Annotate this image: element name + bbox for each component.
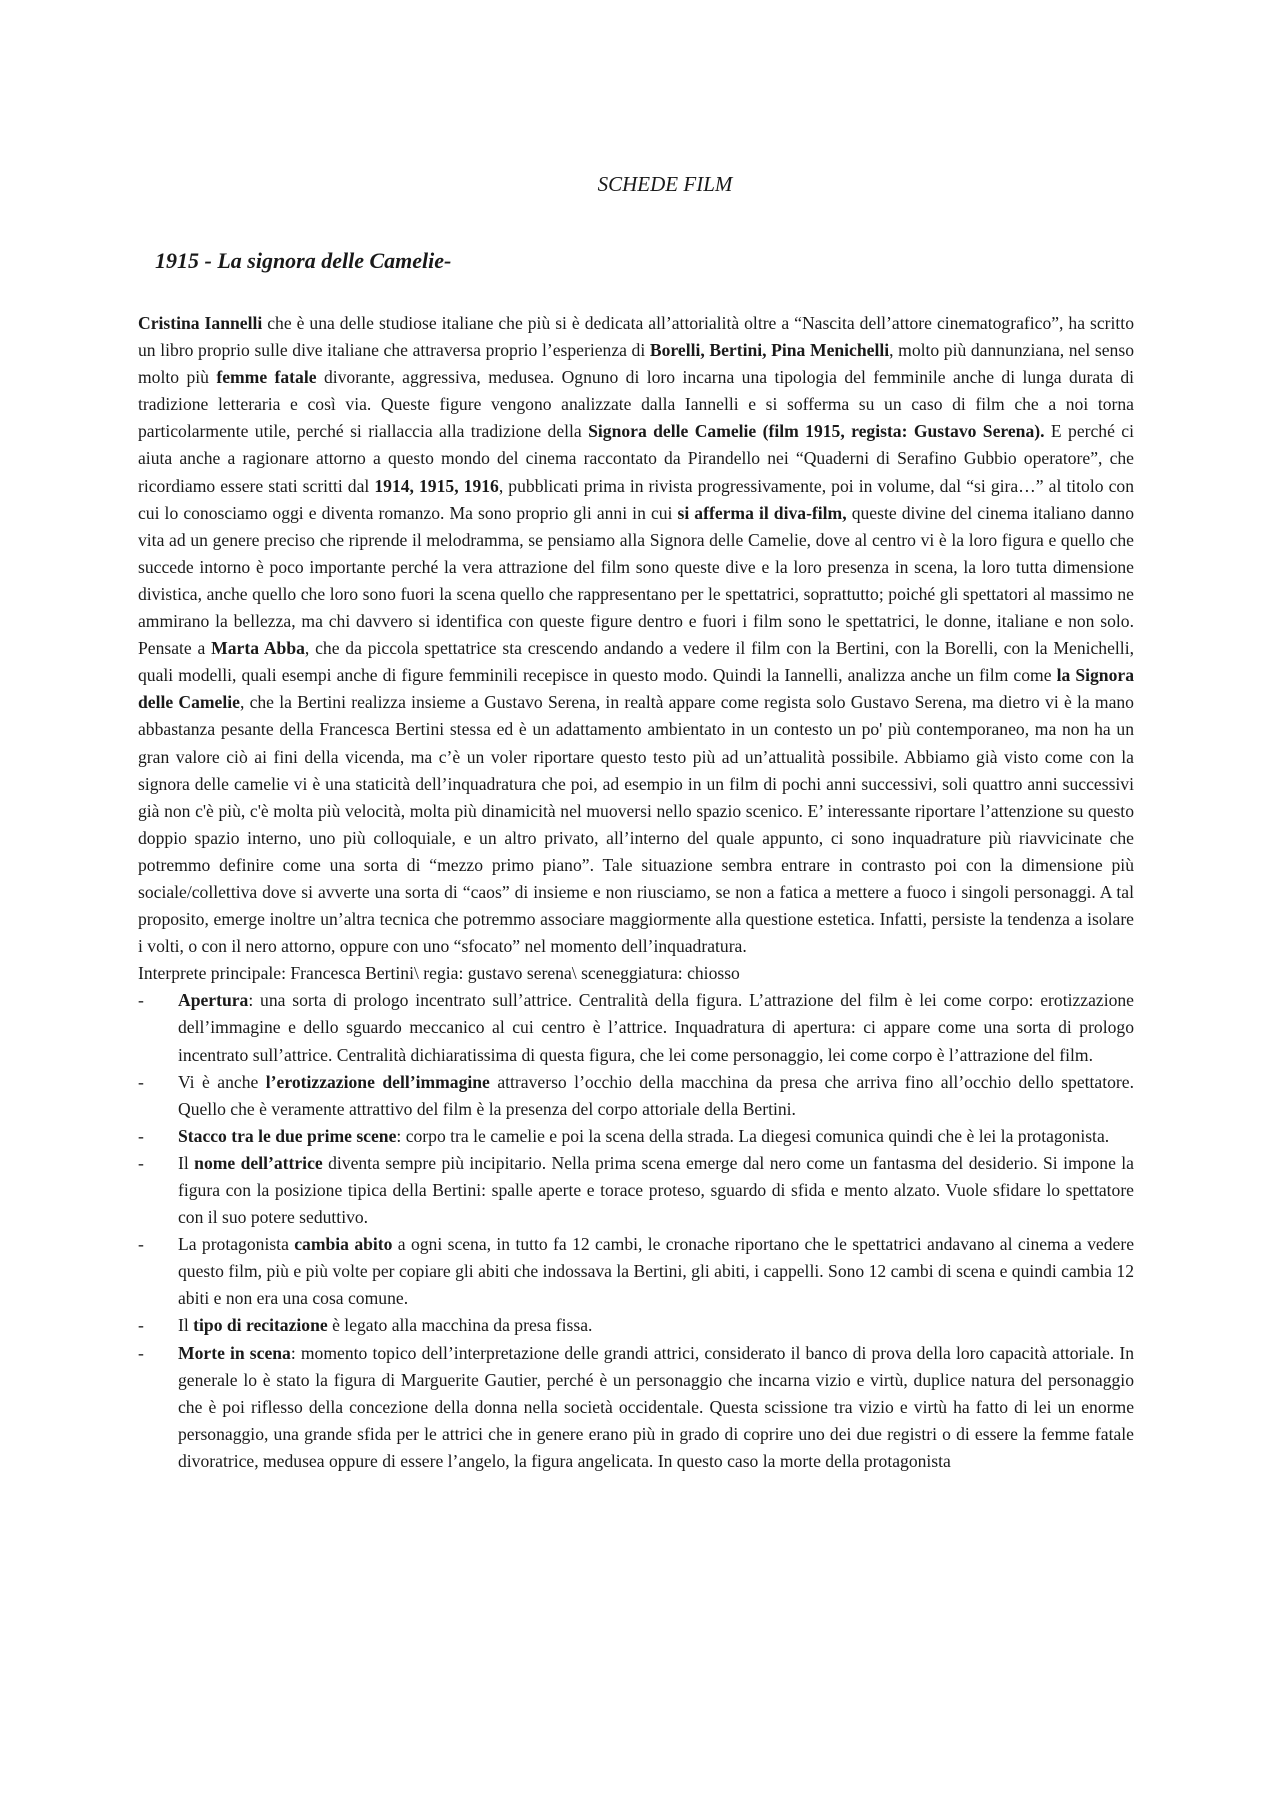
bullet-item (138, 987, 1134, 1068)
bold-text-run: Morte in scena (178, 1342, 291, 1363)
document-body (138, 310, 1134, 1475)
text-run: , molto più dannunziana, nel senso molto più (138, 340, 1134, 388)
bullet-dash: - (138, 1125, 144, 1146)
bullet-dash: - (138, 990, 144, 1011)
text-run: queste divine del cinema italiano danno vita ad un genere preciso che riprende il melodramma, se pensiamo alla Signora delle Camelie, dove al centro vi è la loro figura e quello che succede intorno è poco importante perché la vera attrazione del film sono queste dive e la loro presenza in scena, la loro tutta dimensione divistica, anche quello che loro sono fuori la scena quello che rappresentano per le spettatrici, soprattutto; poiché gli spettatori al massimo ne ammirano la bellezza, ma chi davvero si identifica con queste figure dentro e fuori i film sono le spettatrici, le donne, italiane e non solo. Pensate a (138, 502, 1135, 659)
bullet-dash: - (138, 1234, 144, 1255)
bullet-item (138, 1123, 1134, 1150)
page-header: SCHEDE FILM (597, 172, 733, 196)
bold-text-run: Signora delle Camelie (film 1915, regista: Gustavo Serena). (588, 421, 1045, 442)
text-run: che è una delle studiose italiane che più si è dedicata all’attorialità oltre a “Nascita dell’attore cinematografico”, ha scritto un libro proprio sulle dive italiane che attraversa proprio l’esperienza di (138, 313, 1134, 361)
bullet-dash: - (138, 1315, 144, 1336)
film-title: 1915 - La signora delle Camelie- (155, 248, 452, 273)
text-run: diventa sempre più incipitario. Nella prima scena emerge dal nero come un fantasma del desiderio. Si impone la figura con la posizione tipica della Bertini: spalle aperte e torace proteso, sguardo di sfida e mento alzato. Vuole sfidare lo spettatore con il suo potere seduttivo. (178, 1152, 1134, 1228)
bullet-dash: - (138, 1342, 144, 1363)
text-run: E perché ci aiuta anche a ragionare attorno a questo mondo del cinema raccontato da Pirandello nei “Quaderni di Serafino Gubbio operatore”, che ricordiamo essere stati scritti dal (138, 421, 1134, 496)
bold-text-run: Apertura (178, 990, 249, 1011)
bold-text-run: si afferma il diva-film, (677, 502, 847, 523)
credits-line: Interprete principale: Francesca Bertini\ regia: gustavo serena\ sceneggiatura: chiosso (138, 963, 740, 984)
bold-text-run: tipo di recitazione (193, 1315, 328, 1336)
bold-text-run: Borelli, Bertini, Pina Menichelli (649, 340, 890, 361)
bullet-dash: - (138, 1071, 144, 1092)
bold-text-run: 1914, 1915, 1916 (374, 475, 499, 496)
text-run: : corpo tra le camelie e poi la scena della strada. La diegesi comunica quindi che è lei la protagonista. (396, 1125, 1110, 1146)
bullet-item (138, 1150, 1134, 1231)
bullet-list (138, 987, 1134, 1475)
text-run: : una sorta di prologo incentrato sull’attrice. Centralità della figura. L’attrazione del film è lei come corpo: erotizzazione dell’immagine e dello sguardo meccanico al cui centro è l’attrice. Inquadratura di apertura: ci appare come una sorta di prologo incentrato sull’attrice. Centralità dichiaratissima di questa figura, che lei come personaggio, lei come corpo è l’attrazione del film. (178, 990, 1134, 1065)
text-run: La protagonista (178, 1234, 295, 1255)
text-run: attraverso l’occhio della macchina da presa che arriva fino all’occhio dello spettatore. Quello che è veramente attrattivo del film è la presenza del corpo attoriale della Bertini. (178, 1071, 1134, 1119)
text-run: Il (178, 1315, 194, 1336)
text-run: Vi è anche (178, 1071, 266, 1092)
bullet-item (138, 1069, 1134, 1123)
bold-text-run: nome dell’attrice (194, 1152, 323, 1173)
bold-text-run: la Signora delle Camelie (138, 665, 1134, 713)
bold-text-run: femme fatale (216, 367, 317, 388)
bold-text-run: Cristina Iannelli (138, 313, 263, 333)
bold-text-run: Marta Abba (211, 638, 305, 659)
bullet-item (138, 1231, 1134, 1312)
text-run: , che la Bertini realizza insieme a Gustavo Serena, in realtà appare come regista solo Gustavo Serena, ma dietro vi è la mano abbastanza pesante della Francesca Bertini stessa ed è un adattamento ambientato in un contesto un po' più contemporaneo, ma non ha un gran valore ciò ai fini della vicenda, ma c’è un voler riportare questo testo più ad un’attualità possibile. Abbiamo già visto come con la signora delle camelie vi è una staticità dell’inquadratura che poi, ad esempio in un film di pochi anni successivi, soli quattro anni successivi già non c'è più, c'è molta più velocità, molta più dinamicità nel muoversi nello spazio scenico. E’ interessante riportare l’attenzione su questo doppio spazio interno, uno più colloquiale, e un altro privato, all’interno del quale appunto, ci sono inquadrature più riavvicinate che potremmo definire come una sorta di “mezzo primo piano”. Tale situazione sembra entrare in contrasto poi con la dimensione più sociale/collettiva dove si avverte una sorta di “caos” di insieme e non riusciamo, se non a fatica a mettere a fuoco i singoli personaggi. A tal proposito, emerge inoltre un’altra tecnica che potremmo associare maggiormente alla questione estetica. Infatti, persiste la tendenza a isolare i volti, o con il nero attorno, oppure con uno “sfocato” nel momento dell’inquadratura. (138, 692, 1134, 957)
text-run: : momento topico dell’interpretazione delle grandi attrici, considerato il banco di prova della loro capacità attoriale. In generale lo è stato la figura di Marguerite Gautier, perché è un personaggio che incarna vizio e virtù, duplice natura del personaggio che è poi riflesso della concezione della donna nella società occidentale. Questa scissione tra vizio e virtù ha fatto di lei un enorme personaggio, una grande sfida per le attrici che in genere erano più in grado di coprire uno dei due registri o di essere la femme fatale divoratrice, medusea oppure di essere l’angelo, la figura angelicata. In questo caso la morte della protagonista (178, 1342, 1134, 1471)
bullet-item (138, 1312, 1134, 1339)
text-run: a ogni scena, in tutto fa 12 cambi, le cronache riportano che le spettatrici andavano al cinema a vedere questo film, più e più volte per copiare gli abiti che indossava la Bertini, gli abiti, i cappelli. Sono 12 cambi di scena e quindi cambia 12 abiti e non era una cosa comune. (178, 1234, 1135, 1309)
bullet-dash: - (138, 1152, 144, 1173)
text-run: , pubblicati prima in rivista progressivamente, poi in volume, dal “si gira…” al titolo con cui lo conosciamo oggi e diventa romanzo. Ma sono proprio gli anni in cui (138, 475, 1135, 523)
bold-text-run: cambia abito (294, 1234, 393, 1255)
bold-text-run: Stacco tra le due prime scene (178, 1125, 397, 1146)
text-run: , che da piccola spettatrice sta crescendo andando a vedere il film con la Bertini, con la Borelli, con la Menichelli, quali modelli, quali esempi anche di figure femminili recepisce in questo modo. Quindi la Iannelli, analizza anche un film come (138, 638, 1134, 686)
text-run: Il (178, 1152, 195, 1173)
main-paragraph (138, 310, 1134, 960)
text-run: divorante, aggressiva, medusea. Ognuno di loro incarna una tipologia del femminile anche di lunga durata di tradizione letteraria e così via. Queste figure vengono analizzate dalla Iannelli e si sofferma su un caso di film che a noi torna particolarmente utile, perché si riallaccia alla tradizione della (138, 367, 1135, 442)
bold-text-run: l’erotizzazione dell’immagine (265, 1071, 490, 1092)
text-run: è legato alla macchina da presa fissa. (327, 1315, 593, 1336)
bullet-item (138, 1340, 1134, 1475)
